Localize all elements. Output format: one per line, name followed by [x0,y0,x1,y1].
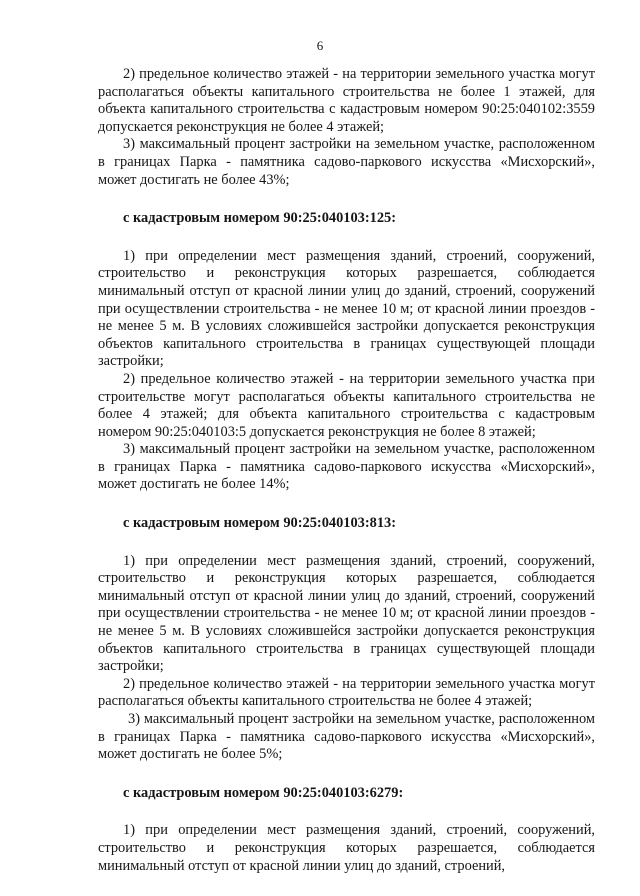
paragraph-building-percent: 3) максимальный процент застройки на земельном участке, расположенном в границах Парка - памятника садово-паркового искусства «Мисхорский», может достигать не более 14%; [98,441,595,493]
paragraph-floors-limit: 2) предельное количество этажей - на территории земельного участка могут располагаться объекты капитального строительства не более 4 этажей; [98,675,595,710]
paragraph-building-percent: 3) максимальный процент застройки на земельном участке, расположенном в границах Парка - памятника садово-паркового искусства «Мисхорский», может достигать не более 5%; [98,711,595,763]
paragraph-setback: 1) при определении мест размещения зданий, строений, сооружений, строительство и реконструкция которых разрешается, соблюдается минимальный отступ от красной линии улиц до зданий, строений, [98,822,595,874]
paragraph-building-percent: 3) максимальный процент застройки на земельном участке, расположенном в границах Парка - памятника садово-паркового искусства «Мисхорский», может достигать не более 43%; [98,136,595,188]
paragraph-floors-limit: 2) предельное количество этажей - на территории земельного участка при строительстве могут располагаться объекты капитального строительства не более 4 этажей; для объекта капитального строительства с кадастровым номером 90:25:040103:5 допускается реконструкция не более 8 этажей; [98,370,595,440]
paragraph-floors-limit: 2) предельное количество этажей - на территории земельного участка могут располагаться объекты капитального строительства не более 1 этажей, для объекта капитального строительства с кадастровым номером 90:25:040102:3559 допускается реконструкция не более 4 этажей; [98,66,595,135]
page-number: 6 [316,38,324,53]
section-heading-125: с кадастровым номером 90:25:040103:125: [123,210,397,227]
section-heading-6279: с кадастровым номером 90:25:040103:6279: [123,784,404,801]
section-heading-813: с кадастровым номером 90:25:040103:813: [123,515,397,532]
document-body [98,66,595,875]
paragraph-setback: 1) при определении мест размещения зданий, строений, сооружений, строительство и реконструкция которых разрешается, соблюдается минимальный отступ от красной линии улиц до зданий, строений, сооружений при осуществлении строительства - не менее 10 м; от красной линии проездов - не менее 5 м. В условиях сложившейся застройки допускается реконструкция объектов капитального строительства в границах существующей площади застройки; [98,552,595,675]
paragraph-setback: 1) при определении мест размещения зданий, строений, сооружений, строительство и реконструкция которых разрешается, соблюдается минимальный отступ от красной линии улиц до зданий, строений, сооружений при осуществлении строительства - не менее 10 м; от красной линии проездов - не менее 5 м. В условиях сложившейся застройки допускается реконструкция объектов капитального строительства в границах существующей площади застройки; [98,247,595,370]
